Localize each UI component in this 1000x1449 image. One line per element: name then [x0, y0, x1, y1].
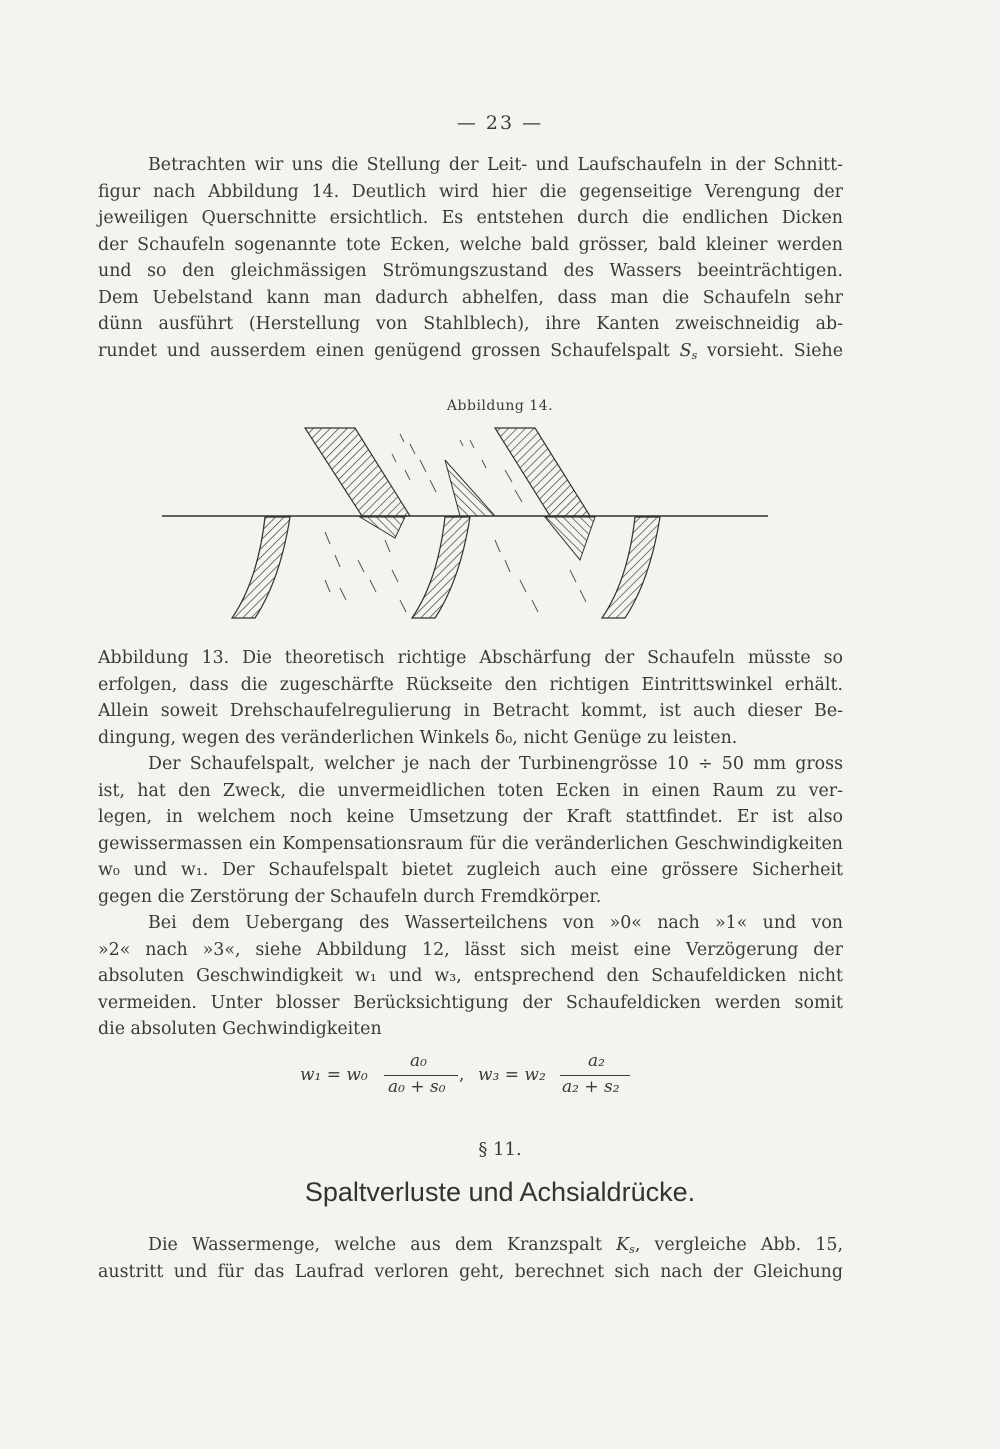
text-line: Dem Uebelstand kann man dadurch abhelfen, dass man die Schaufeln sehr: [98, 287, 843, 308]
text-line: [98, 338, 843, 365]
formula-denominator-2: a₂ + s₂: [562, 1077, 620, 1097]
text-line: legen, in welchem noch keine Umsetzung der Kraft stattfindet. Er ist also: [98, 807, 843, 827]
fraction-bar: [560, 1075, 630, 1076]
text-line: Allein soweit Drehschaufelregulierung in Betracht kommt, ist auch dieser Be-: [98, 701, 843, 721]
figure-caption: Abbildung 14.: [446, 398, 554, 414]
text-line: dingung, wegen des veränderlichen Winkels δ₀, nicht Genüge zu leisten.: [98, 727, 738, 748]
text-line: die absoluten Gechwindigkeiten: [98, 1019, 382, 1039]
page-number: — 23 —: [456, 112, 544, 134]
formula-lhs-1: w₁ = w₀: [300, 1065, 368, 1085]
paragraph-1: [98, 152, 843, 364]
text-fragment: Die Wassermenge, welche aus dem Kranzspalt: [148, 1235, 603, 1255]
formula-separator: ,: [459, 1065, 465, 1085]
text-line: jeweiligen Querschnitte ersichtlich. Es entstehen durch die endlichen Dicken: [98, 208, 843, 228]
text-line: absoluten Geschwindigkeit w₁ und w₃, entsprechend den Schaufeldicken nicht: [98, 966, 843, 986]
velocity-formula: [0, 1045, 1000, 1105]
paragraph-3: [98, 751, 843, 910]
formula-numerator-1: a₀: [410, 1051, 427, 1071]
formula-denominator-1: a₀ + s₀: [388, 1077, 446, 1097]
dead-corner-wedge: [445, 460, 495, 516]
blade-section-figure: [160, 420, 772, 625]
dead-corner-wedge: [360, 517, 405, 538]
runner-blade: [412, 517, 470, 618]
text-line: ist, hat den Zweck, die unvermeidlichen toten Ecken in einen Raum zu ver-: [98, 780, 843, 801]
text-line: »2« nach »3«, siehe Abbildung 12, lässt sich meist eine Verzögerung der: [98, 939, 843, 960]
paragraph-5: [98, 1232, 843, 1285]
guide-vane: [305, 428, 410, 516]
formula-lhs-2: w₃ = w₂: [478, 1065, 546, 1085]
text-line: der Schaufeln sogenannte tote Ecken, welche bald grösser, bald kleiner werden: [98, 234, 843, 255]
text-line: Abbildung 13. Die theoretisch richtige Abschärfung der Schaufeln müsste so: [98, 648, 843, 668]
section-number: § 11.: [478, 1139, 522, 1160]
section-title: Spaltverluste und Achsialdrücke.: [304, 1177, 696, 1207]
text-fragment: vorsieht. Siehe: [706, 340, 844, 361]
text-line: austritt und für das Laufrad verloren geht, berechnet sich nach der Gleichung: [98, 1261, 843, 1282]
text-line: dünn ausführt (Herstellung von Stahlblech), ihre Kanten zweischneidig ab-: [98, 314, 843, 334]
paragraph-4: [98, 910, 843, 1043]
text-line: vermeiden. Unter blosser Berücksichtigung der Schaufeldicken werden somit: [98, 992, 843, 1013]
kranz-symbol: $K_s$: [616, 1235, 635, 1256]
text-line: Der Schaufelspalt, welcher je nach der Turbinengrösse 10 ÷ 50 mm gross: [148, 754, 843, 774]
spalt-symbol: $S_s$: [679, 340, 698, 362]
dead-corner-wedge: [545, 517, 595, 560]
text-line: Betrachten wir uns die Stellung der Leit- und Laufschaufeln in der Schnitt-: [148, 155, 843, 175]
text-fragment: , vergleiche Abb. 15,: [634, 1235, 843, 1255]
text-fragment: rundet und ausserdem einen genügend grossen Schaufelspalt: [98, 340, 670, 361]
text-line: und so den gleichmässigen Strömungszustand des Wassers beeinträchtigen.: [98, 261, 843, 281]
runner-blade: [232, 517, 290, 618]
text-line: figur nach Abbildung 14. Deutlich wird hier die gegenseitige Verengung der: [98, 181, 843, 202]
guide-vane: [495, 428, 590, 516]
text-line: gewissermassen ein Kompensationsraum für die veränderlichen Geschwindigkeiten: [98, 833, 843, 854]
text-line: [98, 1232, 843, 1259]
runner-blade: [602, 517, 660, 618]
text-line: w₀ und w₁. Der Schaufelspalt bietet zugleich auch eine grössere Sicherheit: [98, 860, 843, 880]
formula-numerator-2: a₂: [588, 1051, 605, 1071]
paragraph-2: [98, 645, 843, 751]
text-line: erfolgen, dass die zugeschärfte Rückseite den richtigen Eintrittswinkel erhält.: [98, 674, 843, 695]
fraction-bar: [384, 1075, 458, 1076]
text-line: gegen die Zerstörung der Schaufeln durch Fremdkörper.: [98, 886, 602, 907]
text-line: Bei dem Uebergang des Wasserteilchens von »0« nach »1« und von: [148, 913, 843, 933]
